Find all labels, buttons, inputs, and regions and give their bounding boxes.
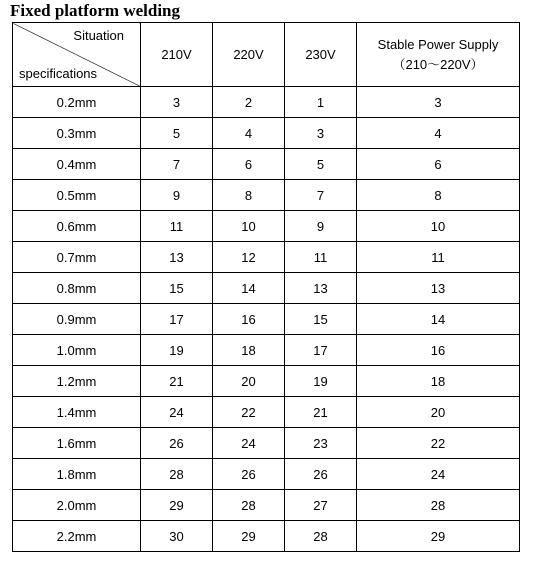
value-230v-cell: 15 xyxy=(285,304,357,335)
value-stable-cell: 16 xyxy=(357,335,520,366)
spec-cell: 0.7mm xyxy=(13,242,141,273)
spec-cell: 0.8mm xyxy=(13,273,141,304)
value-220v-cell: 20 xyxy=(213,366,285,397)
value-210v-cell: 21 xyxy=(141,366,213,397)
value-stable-cell: 24 xyxy=(357,459,520,490)
column-header-210v: 210V xyxy=(141,23,213,87)
spec-cell: 0.5mm xyxy=(13,180,141,211)
value-210v-cell: 13 xyxy=(141,242,213,273)
table-row xyxy=(13,211,520,242)
value-220v-cell: 29 xyxy=(213,521,285,552)
value-stable-cell: 8 xyxy=(357,180,520,211)
spec-cell: 1.4mm xyxy=(13,397,141,428)
column-header-230v: 230V xyxy=(285,23,357,87)
situation-label: Situation xyxy=(73,28,124,43)
value-220v-cell: 22 xyxy=(213,397,285,428)
spec-cell: 2.0mm xyxy=(13,490,141,521)
column-header-stable-power-supply xyxy=(357,23,520,87)
spec-cell: 1.6mm xyxy=(13,428,141,459)
value-210v-cell: 30 xyxy=(141,521,213,552)
table-row xyxy=(13,180,520,211)
value-210v-cell: 9 xyxy=(141,180,213,211)
column-header-220v: 220V xyxy=(213,23,285,87)
value-230v-cell: 23 xyxy=(285,428,357,459)
value-210v-cell: 7 xyxy=(141,149,213,180)
value-230v-cell: 3 xyxy=(285,118,357,149)
value-220v-cell: 24 xyxy=(213,428,285,459)
table-row xyxy=(13,366,520,397)
table-row xyxy=(13,490,520,521)
value-220v-cell: 18 xyxy=(213,335,285,366)
table-row xyxy=(13,459,520,490)
table-row xyxy=(13,304,520,335)
value-220v-cell: 10 xyxy=(213,211,285,242)
value-220v-cell: 28 xyxy=(213,490,285,521)
table-row xyxy=(13,87,520,118)
value-stable-cell: 22 xyxy=(357,428,520,459)
spec-cell: 0.3mm xyxy=(13,118,141,149)
value-230v-cell: 21 xyxy=(285,397,357,428)
value-230v-cell: 7 xyxy=(285,180,357,211)
value-stable-cell: 28 xyxy=(357,490,520,521)
value-stable-cell: 13 xyxy=(357,273,520,304)
table-row xyxy=(13,273,520,304)
value-stable-cell: 4 xyxy=(357,118,520,149)
spec-cell: 1.0mm xyxy=(13,335,141,366)
value-210v-cell: 24 xyxy=(141,397,213,428)
specifications-label: specifications xyxy=(19,66,98,81)
value-210v-cell: 5 xyxy=(141,118,213,149)
value-230v-cell: 26 xyxy=(285,459,357,490)
value-230v-cell: 13 xyxy=(285,273,357,304)
value-230v-cell: 1 xyxy=(285,87,357,118)
table-row xyxy=(13,118,520,149)
value-230v-cell: 27 xyxy=(285,490,357,521)
value-220v-cell: 14 xyxy=(213,273,285,304)
value-230v-cell: 5 xyxy=(285,149,357,180)
value-stable-cell: 14 xyxy=(357,304,520,335)
table-row xyxy=(13,397,520,428)
value-210v-cell: 15 xyxy=(141,273,213,304)
value-210v-cell: 29 xyxy=(141,490,213,521)
value-220v-cell: 8 xyxy=(213,180,285,211)
spec-cell: 0.9mm xyxy=(13,304,141,335)
table-body xyxy=(13,87,520,552)
value-stable-cell: 18 xyxy=(357,366,520,397)
spec-cell: 0.2mm xyxy=(13,87,141,118)
table-row xyxy=(13,242,520,273)
table-row xyxy=(13,521,520,552)
spec-cell: 1.8mm xyxy=(13,459,141,490)
value-stable-cell: 20 xyxy=(357,397,520,428)
value-230v-cell: 17 xyxy=(285,335,357,366)
value-230v-cell: 9 xyxy=(285,211,357,242)
value-220v-cell: 26 xyxy=(213,459,285,490)
value-220v-cell: 4 xyxy=(213,118,285,149)
spec-cell: 2.2mm xyxy=(13,521,141,552)
value-220v-cell: 2 xyxy=(213,87,285,118)
value-220v-cell: 6 xyxy=(213,149,285,180)
corner-header-cell xyxy=(13,23,141,87)
table-row xyxy=(13,428,520,459)
stable-power-supply-range: （210～220V） xyxy=(392,56,484,72)
value-220v-cell: 12 xyxy=(213,242,285,273)
value-210v-cell: 28 xyxy=(141,459,213,490)
value-stable-cell: 10 xyxy=(357,211,520,242)
spec-cell: 0.6mm xyxy=(13,211,141,242)
value-230v-cell: 28 xyxy=(285,521,357,552)
value-210v-cell: 3 xyxy=(141,87,213,118)
welding-table xyxy=(12,22,520,552)
page-title: Fixed platform welding xyxy=(10,1,180,20)
value-210v-cell: 26 xyxy=(141,428,213,459)
value-220v-cell: 16 xyxy=(213,304,285,335)
value-210v-cell: 17 xyxy=(141,304,213,335)
value-210v-cell: 11 xyxy=(141,211,213,242)
header-row xyxy=(13,23,520,87)
table-row xyxy=(13,335,520,366)
value-stable-cell: 29 xyxy=(357,521,520,552)
value-210v-cell: 19 xyxy=(141,335,213,366)
value-stable-cell: 3 xyxy=(357,87,520,118)
spec-cell: 1.2mm xyxy=(13,366,141,397)
table-row xyxy=(13,149,520,180)
spec-cell: 0.4mm xyxy=(13,149,141,180)
stable-power-supply-label: Stable Power Supply xyxy=(377,36,499,52)
value-230v-cell: 11 xyxy=(285,242,357,273)
value-230v-cell: 19 xyxy=(285,366,357,397)
value-stable-cell: 6 xyxy=(357,149,520,180)
value-stable-cell: 11 xyxy=(357,242,520,273)
